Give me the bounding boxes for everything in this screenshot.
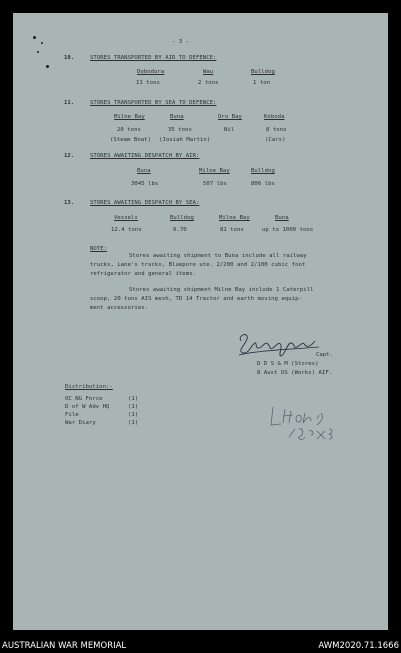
note-line: scoop, 20 tons AIS mesh, TD 14 Tractor and earth moving equip- <box>90 296 302 302</box>
note-label: NOTE: <box>90 246 108 252</box>
document-page <box>13 13 388 630</box>
note-line: refrigerator and general items. <box>90 271 196 277</box>
distribution-item: File <box>65 412 79 418</box>
column-header: Kokoda <box>264 114 285 120</box>
column-header: Wau <box>203 69 214 75</box>
column-header: Oro Bay <box>218 114 242 120</box>
cell-value: 2 tons <box>198 80 219 86</box>
page-number: - 3 - <box>172 39 190 45</box>
cell-note: (Cars) <box>265 137 286 143</box>
cell-value: 806 lbs <box>251 181 275 187</box>
distribution-copies: (1) <box>128 396 139 402</box>
column-header: Milne Bay <box>219 215 250 221</box>
cell-value: 1 ton <box>253 80 271 86</box>
punch-hole-mark <box>37 51 39 53</box>
distribution-item: OC NG Force <box>65 396 103 402</box>
cell-value: 20 tons <box>117 127 141 133</box>
signature-rank: Capt. <box>316 352 334 358</box>
section-heading: STORES TRANSPORTED BY SEA TO DEFENCE: <box>90 100 217 106</box>
column-header: Buna <box>137 168 151 174</box>
column-header: Buna <box>170 114 184 120</box>
signature <box>235 331 325 359</box>
distribution-item: D of W Adv HQ <box>65 404 110 410</box>
note-line: ment accessories. <box>90 305 149 311</box>
distribution-item: War Diary <box>65 420 96 426</box>
section-number: 13. <box>64 200 75 206</box>
column-header: Bulldog <box>170 215 194 221</box>
punch-hole-mark <box>33 36 36 39</box>
section-number: 12. <box>64 153 75 159</box>
column-header: Vessels <box>114 215 138 221</box>
column-header: Milne Bay <box>199 168 230 174</box>
cell-value: 12.4 tons <box>111 227 142 233</box>
cell-value: Nil <box>224 127 235 133</box>
cell-value: up to 1000 tons <box>262 227 314 233</box>
distribution-heading: Distribution:- <box>65 384 113 390</box>
note-line: Stores awaiting shipment Milne Bay include 1 Caterpill <box>129 287 314 293</box>
cell-value: 81 tons <box>220 227 244 233</box>
note-line: trucks, Lane's trucks, Bluepore ute. 2/200 and 2/100 cubic foot <box>90 262 306 268</box>
column-header: Bulldog <box>251 69 275 75</box>
signature-title: D D S & M (Stores) <box>257 361 319 367</box>
distribution-copies: (1) <box>128 412 139 418</box>
footer-institution: AUSTRALIAN WAR MEMORIAL <box>2 641 127 651</box>
distribution-copies: (1) <box>128 420 139 426</box>
punch-hole-mark <box>46 65 49 68</box>
section-heading: STORES AWAITING DESPATCH BY SEA: <box>90 200 200 206</box>
cell-note: (Josiah Martin) <box>159 137 211 143</box>
cell-value: 8 tons <box>266 127 287 133</box>
cell-note: (Steam Boat) <box>110 137 152 143</box>
cell-value: 3045 lbs <box>131 181 159 187</box>
section-number: 11. <box>64 100 75 106</box>
cell-value: 507 lbs <box>203 181 227 187</box>
note-line: Stores awaiting shipment to Buna include all railway <box>129 253 307 259</box>
cell-value: 11 tons <box>136 80 160 86</box>
section-heading: STORES AWAITING DESPATCH BY AIR: <box>90 153 200 159</box>
cell-value: 0.70 <box>173 227 187 233</box>
handwritten-pencil-note <box>269 401 339 447</box>
column-header: Buna <box>275 215 289 221</box>
footer-reference: AWM2020.71.1666 <box>318 641 399 651</box>
column-header: Milne Bay <box>114 114 145 120</box>
section-heading: STORES TRANSPORTED BY AIR TO DEFENCE: <box>90 55 217 61</box>
archive-footer <box>0 639 401 653</box>
signature-unit: 8 Aust OS (Works) AIF. <box>257 370 333 376</box>
section-number: 10. <box>64 55 75 61</box>
column-header: Dobodura <box>137 69 165 75</box>
distribution-copies: (1) <box>128 404 139 410</box>
column-header: Bulldog <box>251 168 275 174</box>
punch-hole-mark <box>41 42 43 44</box>
cell-value: 35 tons <box>168 127 192 133</box>
